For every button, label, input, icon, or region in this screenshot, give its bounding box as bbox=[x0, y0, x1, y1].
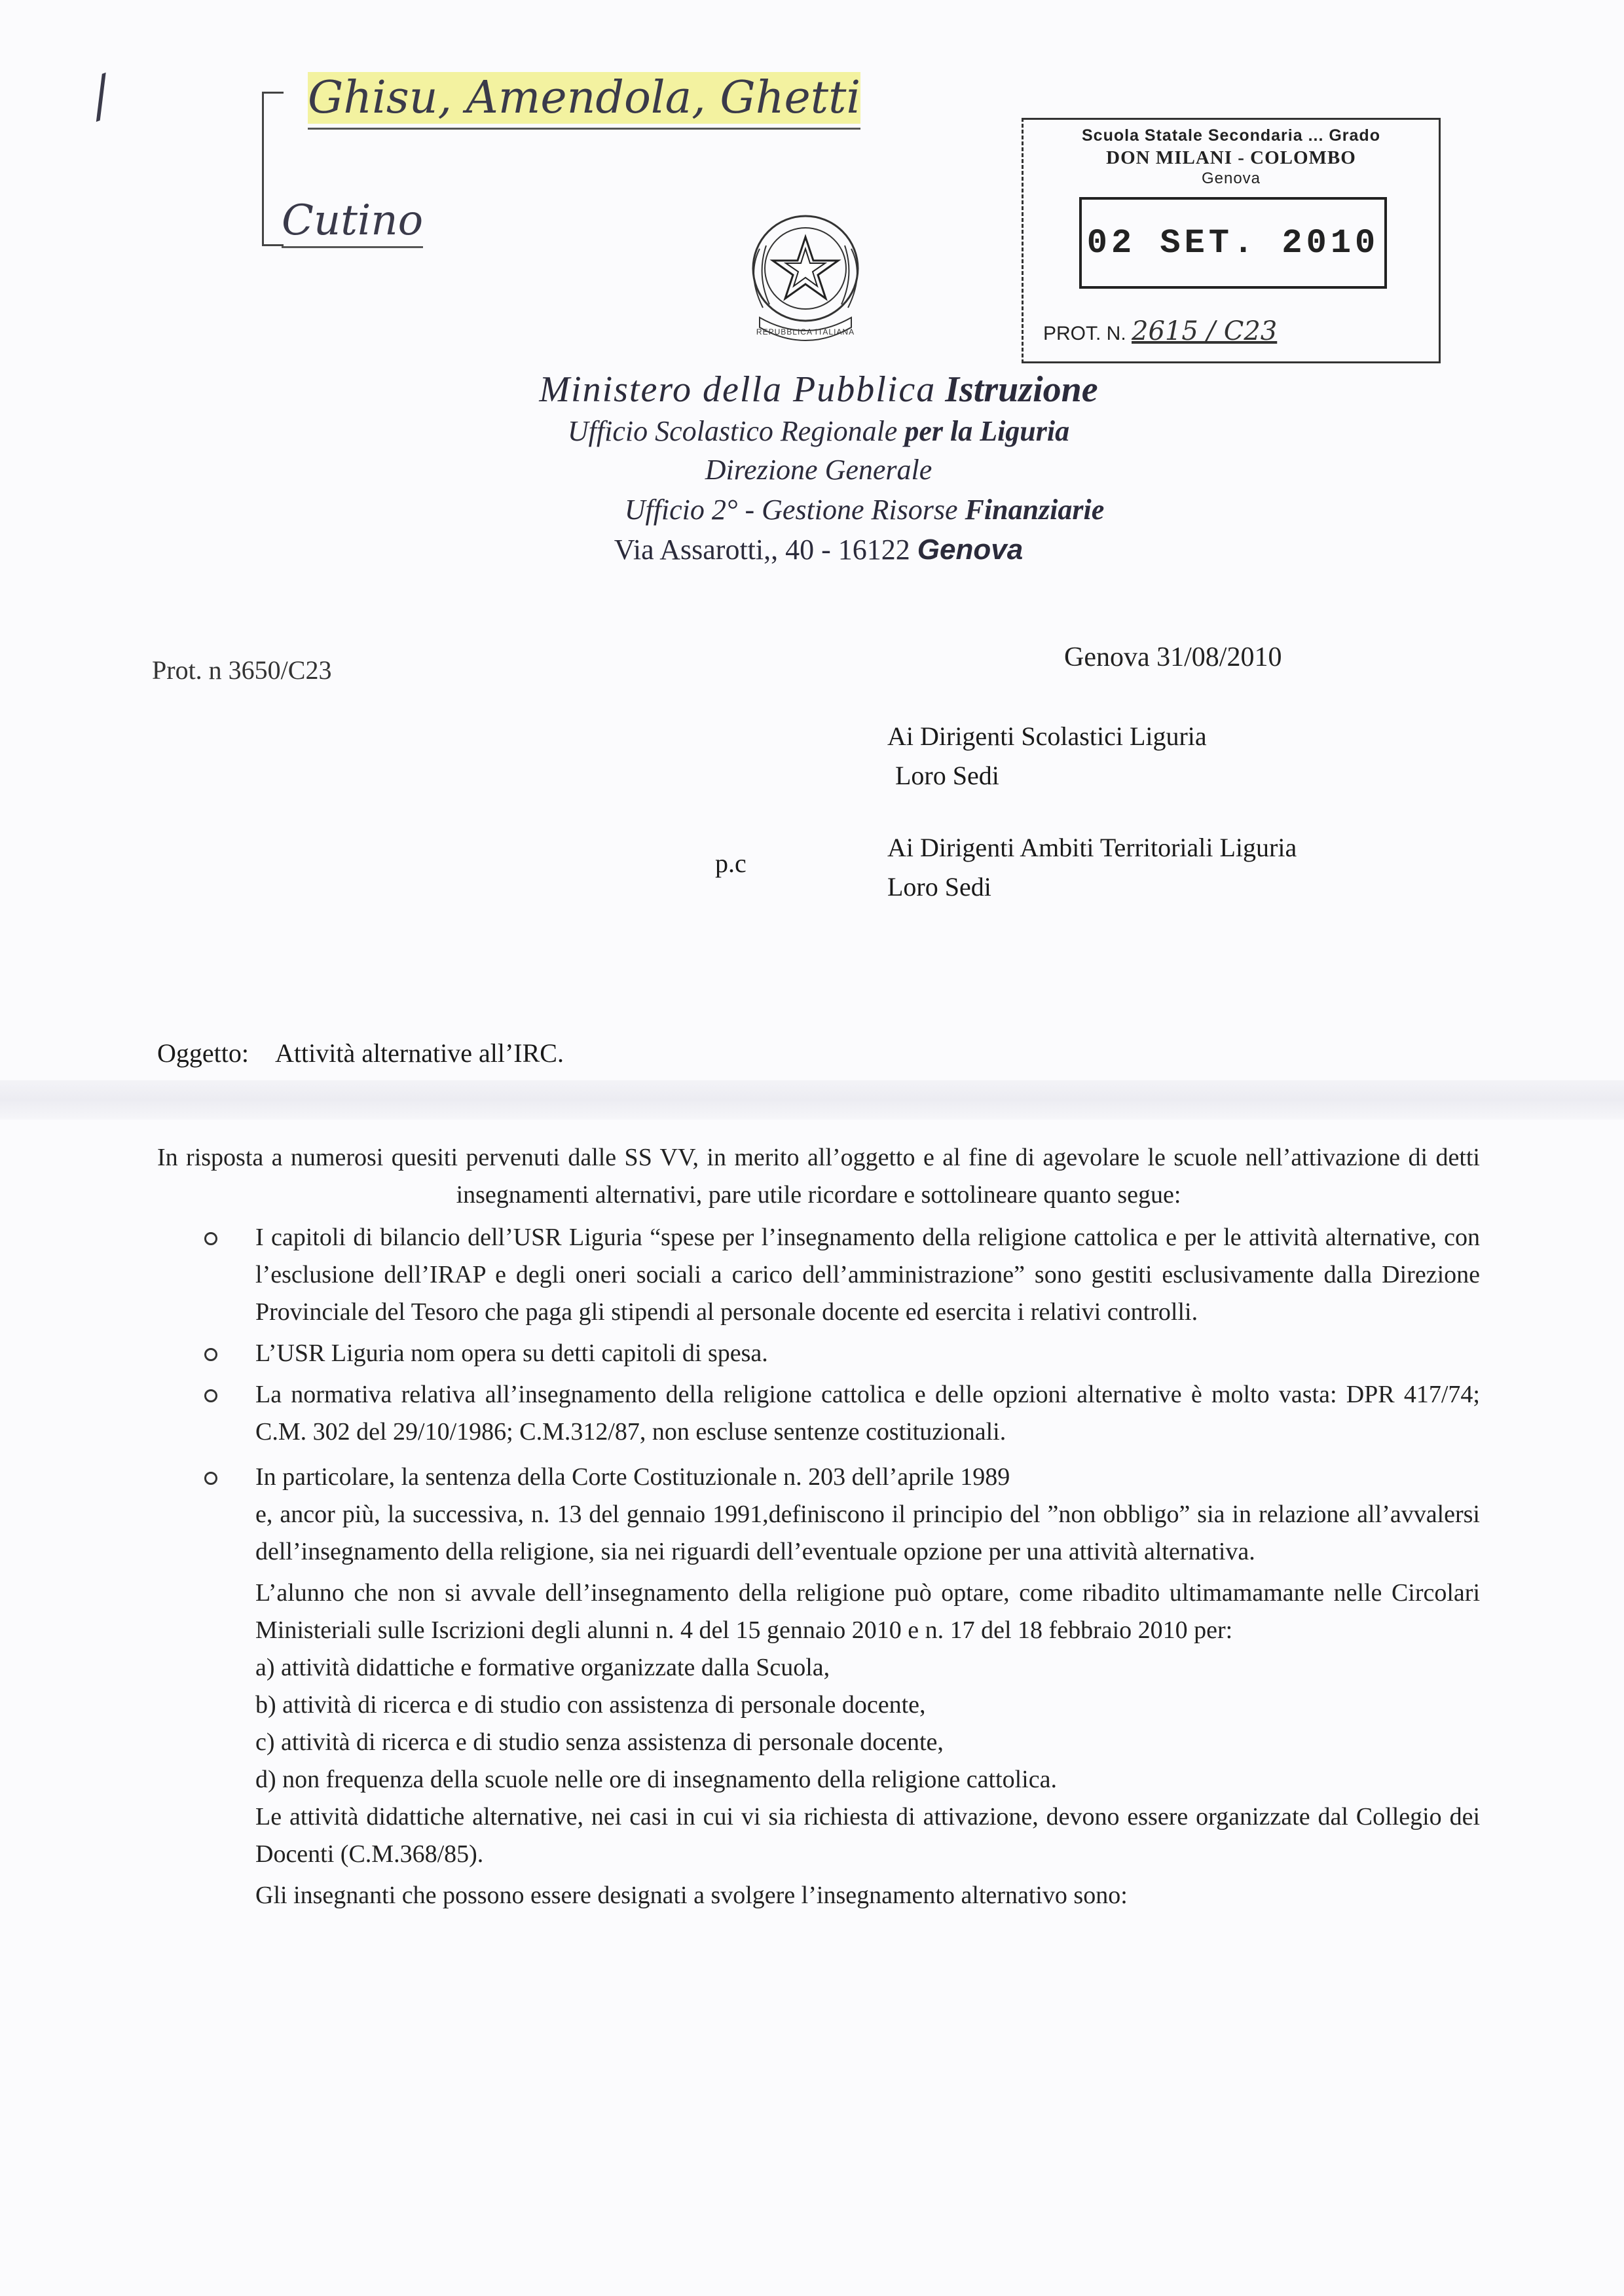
bullet-circle-icon bbox=[204, 1348, 217, 1361]
header-line2 bbox=[367, 412, 1270, 450]
bullet-list bbox=[255, 1219, 1480, 1914]
header-line2-bold: per la Liguria bbox=[904, 415, 1070, 447]
header-line5-bold: Genova bbox=[917, 534, 1024, 566]
place-date: Genova 31/08/2010 bbox=[1064, 642, 1282, 672]
option-item: c) attività di ricerca e di studio senza assistenza di personale docente, bbox=[255, 1728, 944, 1756]
recipients-block bbox=[887, 717, 1207, 795]
cc-label: p.c bbox=[715, 848, 747, 878]
options-intro: L’alunno che non si avvale dell’insegnamento della religione può optare, come ribadito ultimamamante nelle Circolari Ministeriali sulle Iscrizioni degli alunni n. 4 del 15 gennaio 2010 e n. 17 del 18 febbraio 2010 per: bbox=[255, 1579, 1480, 1644]
header-line5-plain: Via Assarotti,, 40 - 16122 bbox=[614, 534, 910, 566]
subject-line bbox=[157, 1038, 564, 1068]
bullet-item bbox=[255, 1459, 1480, 1914]
bullet-item: La normativa relativa all’insegnamento della religione cattolica e delle opzioni alternative è molto vasta: DPR 417/74; C.M. 302 del 29/10/1986; C.M.312/87, non escluse sentenze costituzionali. bbox=[255, 1376, 1480, 1451]
header-line4 bbox=[458, 490, 1270, 530]
header-line3: Direzione Generale bbox=[705, 454, 932, 486]
stamp-school-line1: Scuola Statale Secondaria ... Grado bbox=[1082, 126, 1380, 145]
option-item: d) non frequenza della scuole nelle ore di insegnamento della religione cattolica. bbox=[255, 1766, 1057, 1793]
option-item: b) attività di ricerca e di studio con assistenza di personale docente, bbox=[255, 1691, 926, 1719]
republic-emblem bbox=[733, 203, 877, 347]
bullet4-rest: e, ancor più, la successiva, n. 13 del gennaio 1991,definiscono il principio del ”non obbligo” sia in relazione all’avvalersi dell’insegnamento della religione, sia nei riguardi dell’eventuale opzione per una attività alternativa. bbox=[255, 1501, 1480, 1565]
intro-paragraph: In risposta a numerosi quesiti pervenuti dalle SS VV, in merito all’oggetto e al fine di agevolare le scuole nell’attivazione di detti insegnamenti alternativi, pare utile ricordare e sottolineare quanto segue: bbox=[157, 1144, 1480, 1209]
bullet-item: I capitoli di bilancio dell’USR Liguria “spese per l’insegnamento della religione cattolica e per le attività alternative, con l’esclusione dell’IRAP e degli oneri sociali a carico dell’amministrazione” sono gestiti esclusivamente dalla Direzione Provinciale del Tesoro che paga gli stipendi al personale docente ed esercita i relativi controlli. bbox=[255, 1219, 1480, 1331]
stamp-city: Genova bbox=[1201, 170, 1261, 187]
bullet-circle-icon bbox=[204, 1389, 217, 1402]
ministry-header bbox=[367, 367, 1270, 570]
closing-paragraph-2: Gli insegnanti che possono essere designati a svolgere l’insegnamento alternativo sono: bbox=[255, 1882, 1128, 1909]
option-item: a) attività didattiche e formative organizzate dalla Scuola, bbox=[255, 1654, 830, 1681]
stamp-prot-label: PROT. N. bbox=[1043, 323, 1126, 344]
header-line1-plain: Ministero della Pubblica bbox=[539, 369, 936, 410]
header-line5 bbox=[367, 530, 1270, 570]
protocol-number: Prot. n 3650/C23 bbox=[152, 655, 332, 685]
handwritten-signature: Cutino bbox=[282, 196, 423, 248]
recipient-line2: Loro Sedi bbox=[895, 761, 999, 790]
closing-paragraph-1: Le attività didattiche alternative, nei casi in cui vi sia richiesta di attivazione, devono essere organizzate dal Collegio dei Docenti (C.M.368/85). bbox=[255, 1803, 1480, 1868]
bullet4-first-line: In particolare, la sentenza della Corte Costituzionale n. 203 dell’aprile 1989 bbox=[255, 1463, 1010, 1491]
cc-line2: Loro Sedi bbox=[887, 872, 991, 902]
cc-line1: Ai Dirigenti Ambiti Territoriali Liguria bbox=[887, 833, 1297, 862]
handwritten-mark: / bbox=[81, 64, 120, 128]
handwritten-names bbox=[308, 72, 860, 130]
stamp-prot-value: 2615 / C23 bbox=[1132, 316, 1278, 346]
bullet-circle-icon bbox=[204, 1472, 217, 1485]
stamp-prot-row bbox=[1043, 316, 1277, 346]
recipient-line1: Ai Dirigenti Scolastici Liguria bbox=[887, 721, 1207, 751]
stamp-school-line2: DON MILANI - COLOMBO bbox=[1106, 147, 1356, 168]
header-line1-bold: Istruzione bbox=[945, 369, 1098, 410]
cc-block bbox=[887, 828, 1297, 907]
header-line4-plain: Ufficio 2° - Gestione Risorse bbox=[624, 494, 958, 526]
highlighted-names: Ghisu, Amendola, Ghetti bbox=[308, 72, 861, 124]
header-line4-bold: Finanziarie bbox=[965, 494, 1105, 526]
header-line1 bbox=[367, 367, 1270, 412]
body-text bbox=[157, 1139, 1480, 1914]
header-line2-plain: Ufficio Scolastico Regionale bbox=[567, 415, 898, 447]
stamp-date: 02 SET. 2010 bbox=[1079, 197, 1387, 289]
bullet-circle-icon bbox=[204, 1232, 217, 1245]
protocol-stamp bbox=[1022, 118, 1441, 363]
subject-text: Attività alternative all’IRC. bbox=[274, 1038, 564, 1068]
bullet-item: L’USR Liguria nom opera su detti capitoli di spesa. bbox=[255, 1335, 1480, 1372]
subject-label: Oggetto: bbox=[157, 1038, 249, 1068]
emblem-ribbon-text: REPUBBLICA ITALIANA bbox=[756, 327, 855, 337]
handwritten-bracket bbox=[262, 92, 284, 246]
paper-fold bbox=[0, 1080, 1624, 1120]
